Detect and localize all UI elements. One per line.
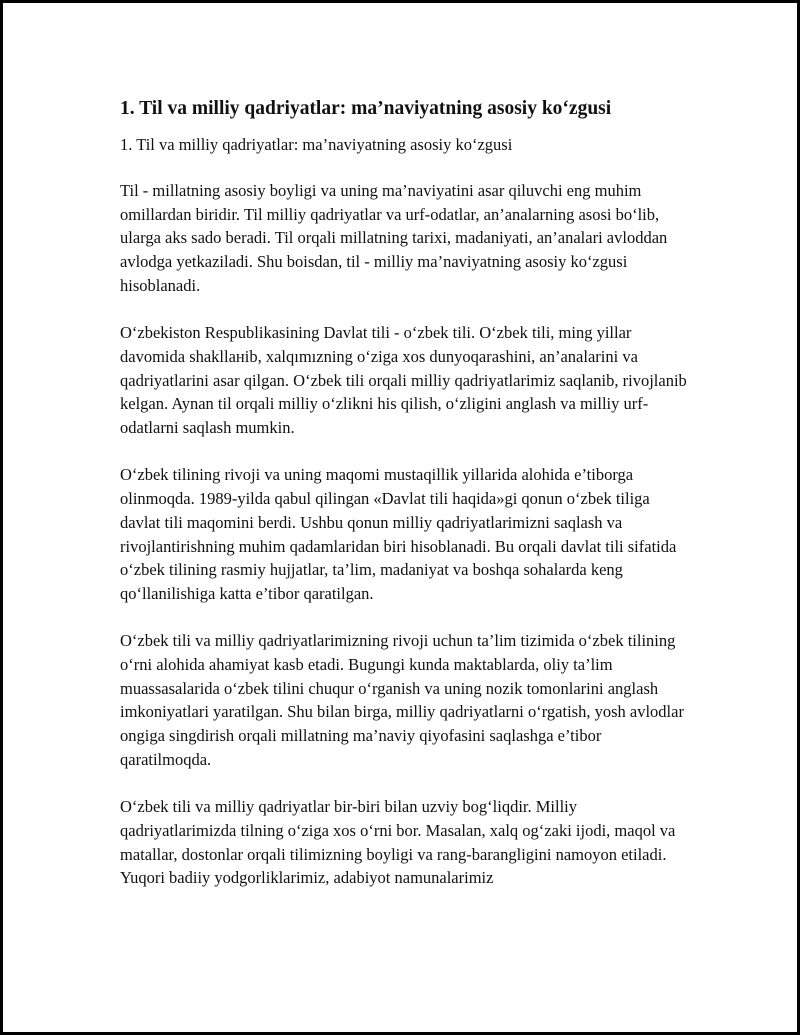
paragraph-4: O‘zbek tili va milliy qadriyatlarimizning rivoji uchun ta’lim tizimida o‘zbek tilining o‘rni alohida ahamiyat kasb etadi. Bugungi kunda maktablarda, oliy ta’lim muassasalarida o‘zbek tilini chuqur o‘rganish va uning nozik tomonlarini anglash imkoniyatlari yaratilgan. Shu bilan birga, milliy qadriyatlarni o‘rgatish, yosh avlodlar ongiga singdirish orqali millatning ma’naviy qiyofasini saqlashga e’tibor qaratilmoqda. <box>120 631 684 769</box>
paragraph-1: Til - millatning asosiy boyligi va uning ma’naviyatini asar qiluvchi eng muhim omillardan biridir. Til milliy qadriyatlar va urf-odatlar, an’analarning asosi bo‘lib, ularga aks sado beradi. Til orqali millatning tarixi, madaniyati, an’analari avloddan avlodga yetkaziladi. Shu boisdan, til - milliy ma’naviyatning asosiy ko‘zgusi hisoblanadi. <box>120 181 668 295</box>
document-subtitle: 1. Til va milliy qadriyatlar: ma’naviyatning asosiy ko‘zgusi <box>120 135 513 154</box>
document-body <box>120 95 690 914</box>
document-title: 1. Til va milliy qadriyatlar: ma’naviyatning asosiy ko‘zgusi <box>120 98 612 119</box>
paragraph-2: O‘zbekiston Respublikasining Davlat tili - o‘zbek tili. O‘zbek tili, ming yillar davomida shakllанib, xalqımızning o‘ziga xos dunyoqarashini, an’analarini va qadriyatlarini asar qilgan. O‘zbek tili orqali milliy qadriyatlarimiz saqlanib, rivojlanib kelgan. Aynan til orqali milliy o‘zlikni his qilish, o‘zligini anglash va milliy urf-odatlarni saqlash mumkin. <box>120 323 687 438</box>
paragraph-3: O‘zbek tilining rivoji va uning maqomi mustaqillik yillarida alohida e’tiborga olinmoqda. 1989-yilda qabul qilingan «Davlat tili haqida»gi qonun o‘zbek tiliga davlat tili maqomini berdi. Ushbu qonun milliy qadriyatlarimizni saqlash va rivojlantirishning muhim qadamlaridan biri hisoblanadi. Bu orqali davlat tili sifatida o‘zbek tilining rasmiy hujjatlar, ta’lim, madaniyat va boshqa sohalarda keng qo‘llanilishiga katta e’tibor qaratilgan. <box>120 465 677 603</box>
paragraph-5: O‘zbek tili va milliy qadriyatlar bir-biri bilan uzviy bog‘liqdir. Milliy qadriyatlarimizda tilning o‘ziga xos o‘rni bor. Masalan, xalq og‘zaki ijodi, maqol va matallar, dostonlar orqali tilimizning boyligi va rang-barangligini namoyon etiladi. Yuqori badiiy yodgorliklarimiz, adabiyot namunalarimiz <box>120 797 676 888</box>
